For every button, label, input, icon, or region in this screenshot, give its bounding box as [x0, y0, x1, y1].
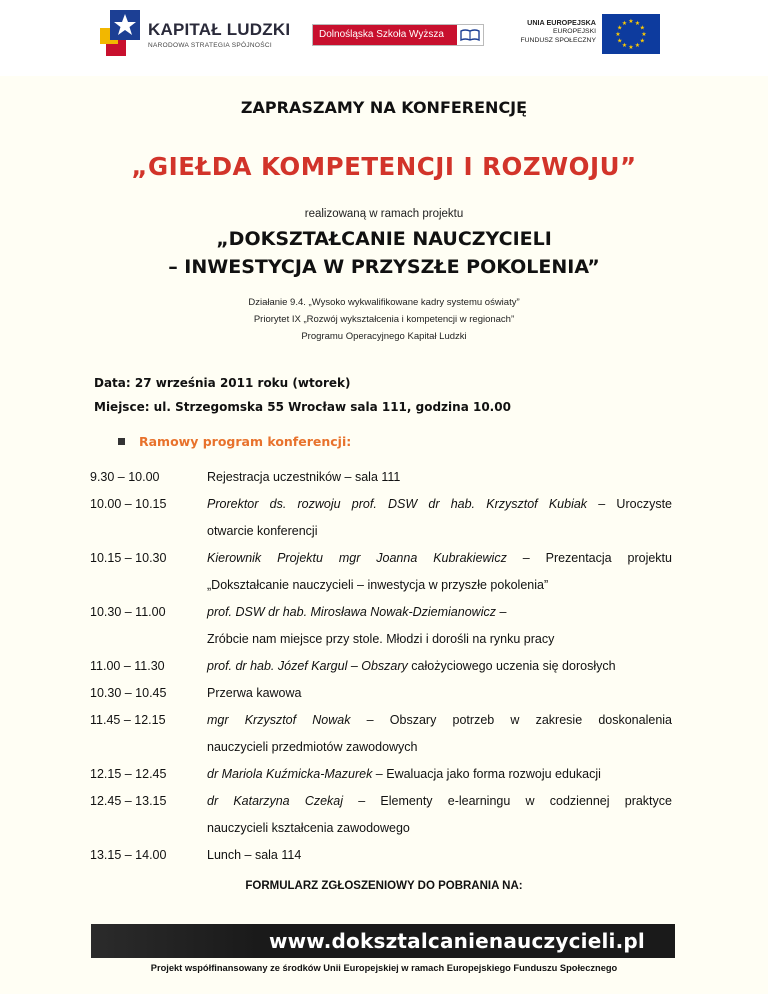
agenda-description	[207, 842, 672, 869]
cofinancing-footer: Projekt współfinansowany ze środków Unii Europejskiej w ramach Europejskiego Funduszu Społecznego	[150, 963, 618, 973]
conference-title: „GIEŁDA KOMPETENCJI I ROZWOJU”	[131, 152, 637, 181]
agenda-row	[90, 653, 672, 680]
agenda-description	[207, 545, 672, 572]
eu-logo	[510, 14, 660, 62]
eu-text	[520, 18, 596, 45]
agenda-time: 10.00 – 10.15	[90, 497, 167, 511]
eu-line-2: EUROPEJSKI	[552, 28, 596, 35]
agenda-text: – Elementy e-learningu w codziennej praktyce	[343, 794, 672, 808]
agenda-continuation: nauczycieli kształcenia zawodowego	[207, 821, 410, 835]
agenda-list	[90, 464, 672, 869]
agenda-description	[207, 788, 672, 815]
agenda-time: 10.30 – 10.45	[90, 686, 167, 700]
svg-text:★: ★	[628, 18, 634, 25]
eu-flag-icon	[602, 14, 660, 54]
agenda-heading	[118, 434, 351, 449]
agenda-time: 10.15 – 10.30	[90, 551, 167, 565]
agenda-row	[90, 788, 672, 842]
agenda-speaker: prof. dr hab. Józef Kargul – Obszary	[207, 659, 408, 673]
action-line-2: Priorytet IX „Rozwój wykształcenia i kompetencji w regionach”	[253, 314, 515, 325]
form-download-note: FORMULARZ ZGŁOSZENIOWY DO POBRANIA NA:	[245, 880, 523, 892]
agenda-text: – Ewaluacja jako forma rozwoju edukacji	[372, 767, 601, 781]
project-title-line-1: „DOKSZTAŁCANIE NAUCZYCIELI	[216, 228, 552, 250]
svg-text:★: ★	[621, 19, 628, 27]
agenda-continuation: „Dokształcanie nauczycieli – inwestycja w przyszłe pokolenia”	[207, 578, 549, 592]
main-content	[0, 76, 768, 994]
agenda-continuation: nauczycieli przedmiotów zawodowych	[207, 740, 418, 754]
agenda-description	[207, 653, 672, 680]
agenda-speaker: prof. DSW dr hab. Mirosława Nowak-Dziemianowicz –	[207, 605, 507, 619]
svg-text:★: ★	[634, 42, 641, 50]
agenda-time: 9.30 – 10.00	[90, 470, 160, 484]
agenda-row	[90, 707, 672, 761]
event-place: Miejsce: ul. Strzegomska 55 Wrocław sala 111, godzina 10.00	[94, 400, 511, 414]
svg-text:★: ★	[617, 24, 623, 32]
agenda-text: całożyciowego uczenia się dorosłych	[407, 659, 616, 673]
agenda-text: – Uroczyste	[587, 497, 672, 511]
kapital-ludzki-logo	[96, 6, 291, 62]
agenda-speaker: dr Katarzyna Czekaj	[207, 794, 344, 808]
agenda-title: Ramowy program konferencji:	[139, 434, 352, 449]
eu-line-3: FUNDUSZ SPOŁECZNY	[520, 37, 596, 44]
square-bullet-icon	[118, 438, 125, 445]
website-url-link[interactable]: www.doksztalcanienauczycieli.pl	[268, 929, 645, 953]
banner-accent	[91, 924, 259, 958]
open-book-icon	[457, 25, 483, 45]
dsw-name: Dolnośląska Szkoła Wyższa	[313, 25, 457, 45]
realized-label: realizowaną w ramach projektu	[304, 208, 464, 220]
agenda-text: – Prezentacja projektu	[506, 551, 672, 565]
event-date: Data: 27 września 2011 roku (wtorek)	[94, 376, 351, 390]
project-title-line-2: – INWESTYCJA W PRZYSZŁE POKOLENIA”	[168, 256, 600, 278]
agenda-continuation: otwarcie konferencji	[207, 524, 318, 538]
agenda-time: 13.15 – 14.00	[90, 848, 167, 862]
agenda-speaker: Kierownik Projektu mgr Joanna Kubrakiewicz	[207, 551, 507, 565]
invite-heading: ZAPRASZAMY NA KONFERENCJĘ	[240, 98, 528, 117]
agenda-description	[207, 491, 672, 518]
svg-text:★: ★	[639, 37, 645, 45]
svg-text:★: ★	[621, 42, 628, 50]
agenda-row	[90, 680, 672, 707]
svg-text:★: ★	[617, 37, 623, 45]
agenda-time: 12.15 – 12.45	[90, 767, 167, 781]
svg-text:★: ★	[628, 44, 634, 51]
agenda-speaker: Prorektor ds. rozwoju prof. DSW dr hab. Krzysztof Kubiak	[207, 497, 588, 511]
eu-line-1: UNIA EUROPEJSKA	[527, 18, 596, 27]
agenda-description	[207, 599, 672, 626]
svg-text:★: ★	[615, 31, 621, 38]
agenda-row	[90, 599, 672, 653]
agenda-row	[90, 761, 672, 788]
agenda-text: Przerwa kawowa	[207, 686, 302, 700]
agenda-row	[90, 491, 672, 545]
agenda-text: – Obszary potrzeb w zakresie doskonalenia	[350, 713, 672, 727]
dsw-logo	[312, 24, 484, 46]
agenda-row	[90, 464, 672, 491]
agenda-text: Lunch – sala 114	[207, 848, 302, 862]
agenda-text: Rejestracja uczestników – sala 111	[207, 470, 401, 484]
header-logos	[0, 0, 768, 76]
kapital-ludzki-title: KAPITAŁ LUDZKI	[148, 20, 291, 39]
agenda-continuation: Zróbcie nam miejsce przy stole. Młodzi i dorośli na rynku pracy	[207, 632, 555, 646]
website-banner[interactable]	[91, 924, 675, 958]
agenda-description	[207, 680, 672, 707]
action-line-1: Działanie 9.4. „Wysoko wykwalifikowane kadry systemu oświaty”	[248, 297, 520, 308]
agenda-time: 11.45 – 12.15	[90, 713, 166, 727]
agenda-row	[90, 842, 672, 869]
agenda-speaker: dr Mariola Kuźmicka-Mazurek	[207, 767, 373, 781]
agenda-description	[207, 761, 672, 788]
agenda-time: 10.30 – 11.00	[90, 605, 166, 619]
agenda-time: 12.45 – 13.15	[90, 794, 167, 808]
kapital-ludzki-star-icon	[96, 6, 142, 58]
agenda-time: 11.00 – 11.30	[90, 659, 165, 673]
svg-text:★: ★	[639, 24, 645, 32]
agenda-description	[207, 464, 672, 491]
agenda-description	[207, 707, 672, 734]
agenda-speaker: mgr Krzysztof Nowak	[207, 713, 351, 727]
kapital-ludzki-subtitle: NARODOWA STRATEGIA SPÓJNOŚCI	[148, 42, 272, 49]
svg-text:★: ★	[641, 31, 647, 38]
action-line-3: Programu Operacyjnego Kapitał Ludzki	[301, 331, 467, 342]
svg-text:★: ★	[634, 19, 641, 27]
agenda-row	[90, 545, 672, 599]
